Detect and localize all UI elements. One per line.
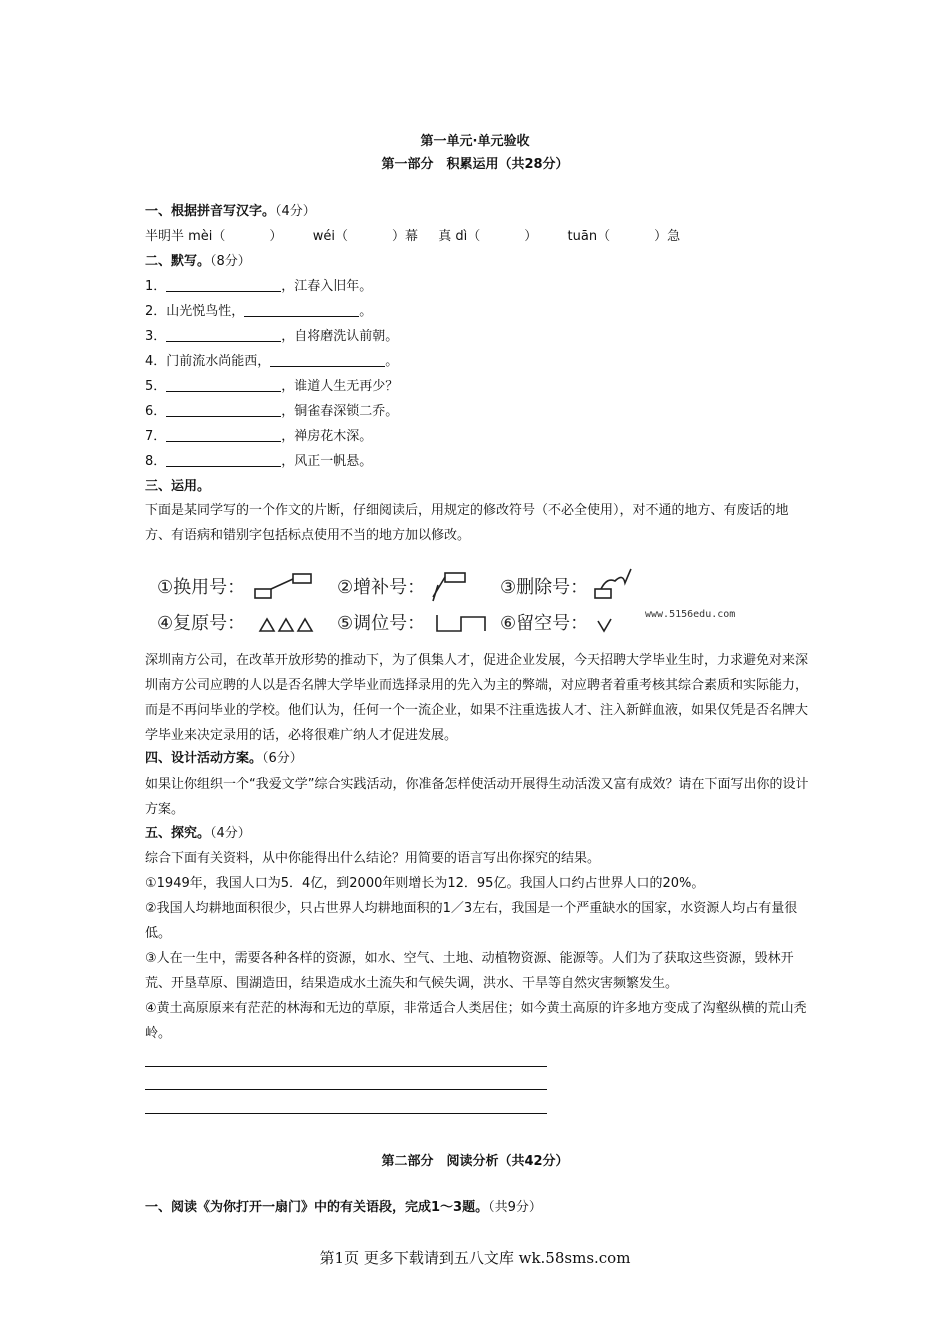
- q3-heading: 三、运用。: [145, 479, 211, 494]
- space-mark-icon: [598, 619, 611, 631]
- q1-heading-line: [145, 202, 810, 222]
- q4-heading: 四、设计活动方案。: [145, 751, 263, 766]
- q2-item-7-text: ，禅房花木深。: [281, 429, 373, 444]
- part2-title: 第二部分 阅读分析（共42分）: [381, 1154, 569, 1169]
- answer-blank[interactable]: [166, 402, 281, 417]
- symbol-label-restore: ④复原号：: [157, 613, 246, 634]
- q2-item-3: [145, 327, 810, 347]
- q2-item-2-after: 。: [359, 304, 373, 319]
- q1-heading: 一、根据拼音写汉字。: [145, 204, 276, 219]
- q1-item-1-pre: 半明半 mèi（: [145, 229, 226, 244]
- q1-item-3-pre: 真 dì（: [438, 229, 481, 244]
- replace-mark-icon: [255, 574, 311, 598]
- q1-item-3-post: ）: [524, 229, 538, 244]
- answer-blank[interactable]: [244, 302, 359, 317]
- revision-symbols-figure: [155, 567, 645, 639]
- q2-item-6: [145, 402, 810, 422]
- unit-title: 第一单元·单元验收: [420, 134, 530, 149]
- q2-item-3-text: ，自将磨洗认前朝。: [281, 329, 399, 344]
- q5-heading-line: [145, 824, 810, 844]
- q2-item-2-num: 2．: [145, 304, 167, 319]
- q4-text: 如果让你组织一个“我爱文学”综合实践活动，你准备怎样使活动开展得生动活泼又富有成效？请在下面写出你的设计方案。: [145, 777, 809, 817]
- q1-item-2-post: ）幕: [391, 229, 418, 244]
- q2-item-7: [145, 427, 810, 447]
- q5-material-1: ①1949年，我国人口为5．4亿，到2000年则增长为12．95亿。我国人口约占世界人口的20%。: [145, 876, 705, 891]
- q2-item-6-text: ，铜雀春深锁二乔。: [281, 404, 399, 419]
- q5-heading: 五、探究。: [145, 826, 211, 841]
- q2-item-4-before: 门前流水尚能西，: [166, 354, 271, 369]
- q5-material-4: ④黄土高原原来有茫茫的林海和无边的草原，非常适合人类居住；如今黄土高原的许多地方变成了沟壑纵横的荒山秃岭。: [145, 1001, 807, 1041]
- transpose-mark-icon: [437, 615, 485, 631]
- symbol-label-insert: ②增补号：: [337, 577, 426, 598]
- q2-item-3-num: 3．: [145, 329, 167, 344]
- q2-item-6-num: 6．: [145, 404, 167, 419]
- q2-item-5: [145, 377, 810, 397]
- q2-item-1: [145, 277, 810, 297]
- delete-mark-icon: [595, 569, 631, 598]
- q1-item-4-post: ）急: [654, 229, 681, 244]
- q2-score: （8分）: [210, 254, 251, 269]
- q4-heading-line: [145, 749, 810, 769]
- q1-item-1-post: ）: [269, 229, 283, 244]
- q2-item-4-num: 4．: [145, 354, 167, 369]
- q3-instruction: 下面是某同学写的一个作文的片断，仔细阅读后，用规定的修改符号（不必全使用），对不通的地方、有废话的地方、有语病和错别字包括标点使用不当的地方加以修改。: [145, 503, 789, 543]
- insert-mark-icon: [433, 573, 465, 601]
- answer-blank[interactable]: [166, 452, 281, 467]
- q2-heading-line: [145, 252, 810, 272]
- part2-q1-score: （共9分）: [488, 1200, 542, 1215]
- answer-blank[interactable]: [270, 352, 385, 367]
- q2-item-7-num: 7．: [145, 429, 167, 444]
- answer-line[interactable]: [145, 1089, 547, 1090]
- q2-item-1-num: 1．: [145, 279, 167, 294]
- answer-line[interactable]: [145, 1066, 547, 1067]
- q2-item-5-text: ，谁道人生无再少？: [281, 379, 399, 394]
- symbol-label-transpose: ⑤调位号：: [337, 613, 426, 634]
- q2-item-1-text: ，江春入旧年。: [281, 279, 373, 294]
- part1-title: 第一部分 积累运用（共28分）: [381, 157, 569, 172]
- answer-blank[interactable]: [166, 327, 281, 342]
- q2-item-5-num: 5．: [145, 379, 167, 394]
- symbol-label-delete: ③删除号：: [500, 577, 589, 598]
- q2-item-8-text: ，风正一帆悬。: [281, 454, 373, 469]
- q5-intro: 综合下面有关资料，从中你能得出什么结论？用简要的语言写出你探究的结果。: [145, 851, 601, 866]
- answer-blank[interactable]: [166, 377, 281, 392]
- q5-material-2: ②我国人均耕地面积很少，只占世界人均耕地面积的1／3左右，我国是一个严重缺水的国家，水资源人均占有量很低。: [145, 901, 798, 941]
- q3-passage: 深圳南方公司，在改革开放形势的推动下，为了俱集人才，促进企业发展，今天招聘大学毕业生时，力求避免对来深圳南方公司应聘的人以是否名牌大学毕业而选择录用的先入为主的弊端，对应聘者着重考核其综合素质和实际能力，而是不再问毕业的学校。他们认为，任何一个一流企业，如果不注重选拔人才、注入新鲜血液，如果仅凭是否名牌大学毕业来决定录用的话，必将很难广纳人才促进发展。: [145, 653, 809, 743]
- q1-items: [145, 227, 810, 247]
- answer-blank[interactable]: [166, 427, 281, 442]
- q2-item-8-num: 8．: [145, 454, 167, 469]
- revision-symbols-drawing: [155, 567, 645, 639]
- answer-blank[interactable]: [166, 277, 281, 292]
- q1-item-4-pre: tuān（: [567, 229, 611, 244]
- q2-item-2-before: 山光悦鸟性，: [166, 304, 245, 319]
- figure-watermark: www.5156edu.com: [645, 609, 736, 620]
- part2-q1-heading: 一、阅读《为你打开一扇门》中的有关语段，完成1～3题。: [145, 1200, 489, 1215]
- q5-material-3: ③人在一生中，需要各种各样的资源，如水、空气、土地、动植物资源、能源等。人们为了获取这些资源，毁林开荒、开垦草原、围湖造田，结果造成水土流失和气候失调，洪水、干旱等自然灾害频繁发生。: [145, 951, 794, 991]
- symbol-label-replace: ①换用号：: [157, 577, 246, 598]
- q2-item-4-after: 。: [385, 354, 399, 369]
- q1-item-2-pre: wéi（: [312, 229, 348, 244]
- q5-score: （4分）: [210, 826, 251, 841]
- q2-heading: 二、默写。: [145, 254, 211, 269]
- part2-q1-line: [145, 1198, 810, 1218]
- q2-item-2: [145, 302, 810, 322]
- q2-item-8: [145, 452, 810, 472]
- q1-score: （4分）: [275, 204, 316, 219]
- q2-item-4: [145, 352, 810, 372]
- answer-line[interactable]: [145, 1113, 547, 1114]
- restore-mark-icon: [260, 619, 312, 631]
- q4-score: （6分）: [262, 751, 303, 766]
- page-footer: 第1页 更多下载请到五八文库 wk.58sms.com: [319, 1249, 631, 1267]
- symbol-label-space: ⑥留空号：: [500, 613, 589, 634]
